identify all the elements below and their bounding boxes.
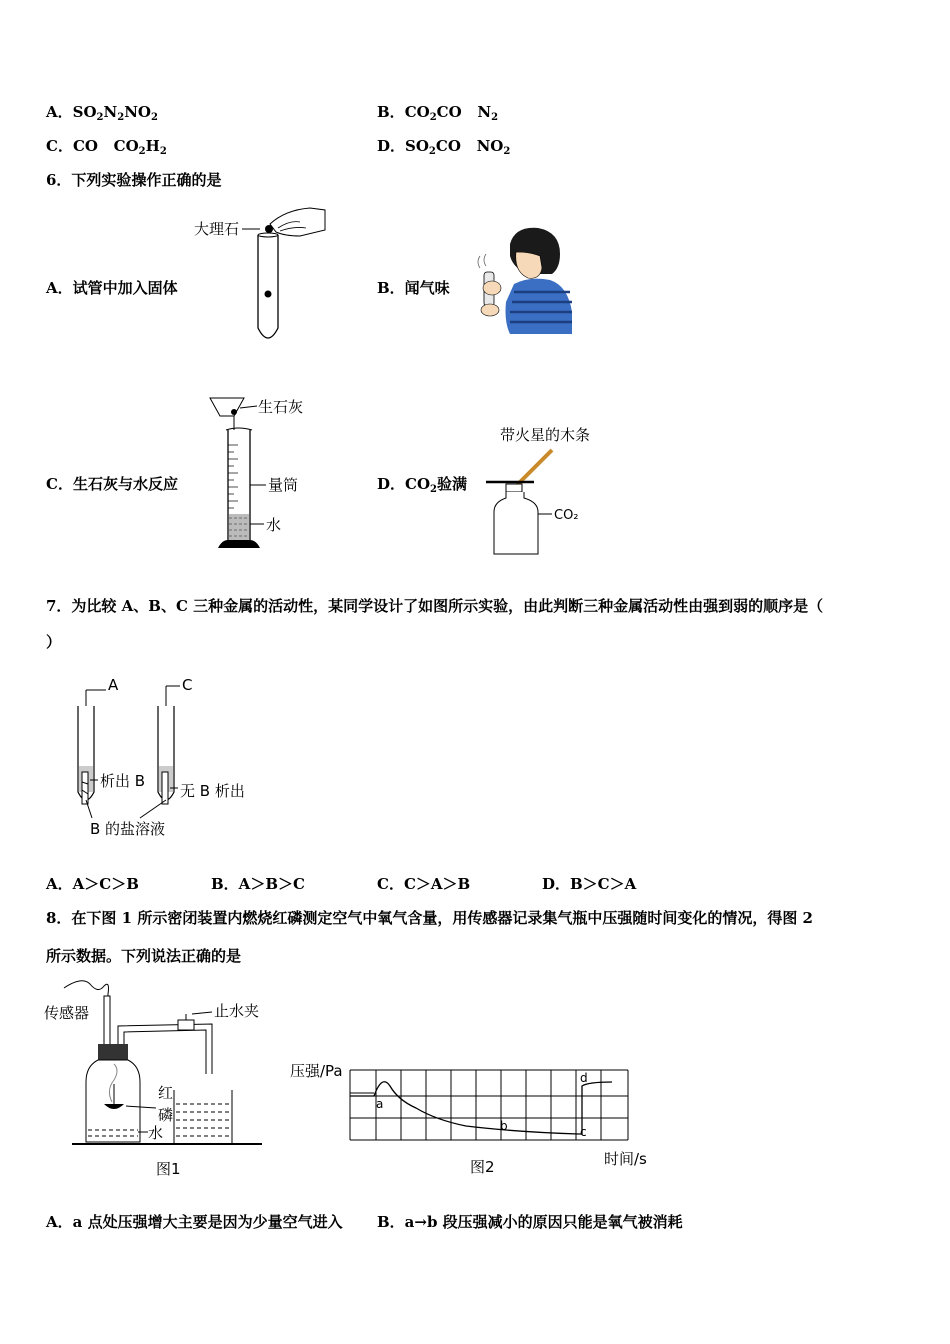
q8-option-b[interactable]: B．a→b 段压强减小的原因只能是氧气被消耗 [377, 1213, 683, 1231]
q5-option-b[interactable]: B．$CO_2CO$ $N_2$ [377, 103, 499, 123]
q6-option-d[interactable]: D．$CO_2$验满 [377, 475, 467, 495]
label-clamp: 止水夹 [214, 1002, 260, 1020]
q5-option-a[interactable]: A．$SO_2N_2NO_2$ [46, 103, 158, 123]
label-metal-c: C [182, 676, 193, 694]
label-lime: 生石灰 [258, 398, 304, 416]
label-water: 水 [266, 516, 282, 534]
q6-option-a[interactable]: A．试管中加入固体 [46, 279, 178, 297]
figure-graduated-cylinder [200, 390, 320, 560]
label-water-fig1: 水 [148, 1124, 164, 1142]
chart-ylabel: 压强/Pa [290, 1062, 343, 1080]
q8-stem-line2: 所示数据。下列说法正确的是 [46, 947, 242, 965]
q7-option-d[interactable]: D．B＞C＞A [542, 875, 637, 893]
q6-option-b[interactable]: B．闻气味 [377, 279, 450, 297]
q6-stem: 6．下列实验操作正确的是 [46, 171, 222, 189]
label-salt-solution: B 的盐溶液 [90, 820, 166, 838]
label-co2: CO₂ [554, 508, 579, 523]
q5-option-d[interactable]: D．$SO_2CO$ $NO_2$ [377, 137, 511, 157]
caption-fig2: 图2 [470, 1158, 495, 1176]
q7-option-b[interactable]: B．A＞B＞C [211, 875, 305, 893]
q8-option-a[interactable]: A．a 点处压强增大主要是因为少量空气进入 [46, 1213, 343, 1231]
point-c: c [580, 1125, 587, 1139]
label-phosphorus: 磷 [158, 1106, 174, 1124]
point-d: d [580, 1071, 588, 1085]
label-cylinder: 量筒 [268, 476, 299, 494]
label-marble: 大理石 [194, 220, 240, 238]
figure-smell-gas [470, 222, 578, 340]
label-wooden-stick: 带火星的木条 [500, 426, 591, 444]
q7-option-a[interactable]: A．A＞C＞B [46, 875, 139, 893]
label-no-precipitate: 无 B 析出 [180, 782, 245, 800]
q7-stem-line1: 7．为比较 A、B、C 三种金属的活动性，某同学设计了如图所示实验，由此判断三种金属活动性由强到弱的顺序是（ [46, 597, 824, 615]
label-sensor: 传感器 [44, 1004, 90, 1022]
caption-fig1: 图1 [156, 1160, 181, 1178]
q6-option-c[interactable]: C．生石灰与水反应 [46, 475, 178, 493]
q7-stem-line2: ） [46, 633, 62, 651]
figure-test-tube-solid [190, 200, 330, 350]
figure-metal-reactivity [70, 672, 270, 842]
q7-option-c[interactable]: C．C＞A＞B [377, 875, 471, 893]
q5-option-c[interactable]: C．CO $CO_2H_2$ [46, 137, 167, 157]
label-precipitate: 析出 B [100, 772, 146, 790]
label-red: 红 [158, 1084, 174, 1102]
point-b: b [500, 1119, 508, 1133]
figure-2-pressure-chart [286, 1056, 656, 1180]
q8-stem-line1: 8．在下图 1 所示密闭装置内燃烧红磷测定空气中氧气含量，用传感器记录集气瓶中压强随时间变化的情况，得图 2 [46, 909, 813, 927]
point-a: a [376, 1097, 384, 1111]
figure-1-apparatus [42, 974, 282, 1184]
label-metal-a: A [108, 676, 119, 694]
figure-co2-jar [480, 420, 620, 560]
chart-xlabel: 时间/s [604, 1150, 647, 1168]
